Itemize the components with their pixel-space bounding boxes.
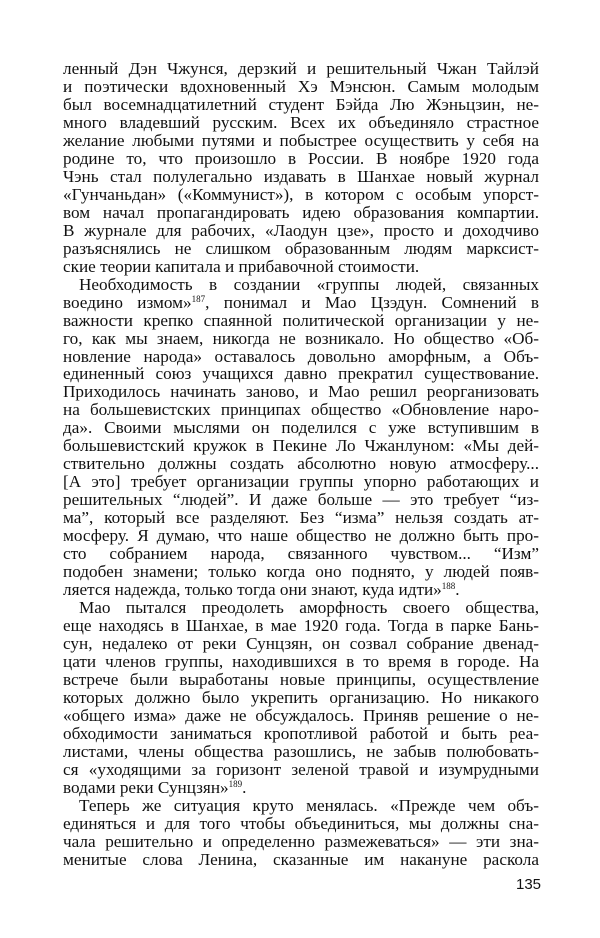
text-line: которых должно было укрепить организацию. Но никакого [63,687,539,707]
text-line: был восемнадцатилетний студент Бэйда Лю Жэньцзин, не- [63,94,539,114]
text-line: единяться и для того чтобы объединиться, мы должны сна- [63,813,539,833]
text-line: мосферу. Я думаю, что наше общество не должно быть про- [63,526,539,546]
text-line: Необходимость в создании «группы людей, связанных [79,274,539,294]
text-line: еще находясь в Шанхае, в мае 1920 года. Тогда в парке Бань- [63,616,539,636]
text-fragment: воедино измом» [63,292,192,312]
text-line: решительных “людей”. И даже больше — это требует “из- [63,490,539,510]
text-line: желание любыми путями и побыстрее осуществить у себя на [63,130,539,150]
text-line: важности крепко спаянной политической организации у не- [63,310,539,330]
text-line: ленный Дэн Чжунся, дерзкий и решительный Чжан Тайлэй [63,59,539,78]
text-line: разъяснялись не слишком образованным людям марксист- [63,238,539,258]
page-number: 135 [516,876,542,893]
footnote-ref-187: 187 [191,293,206,304]
text-line: ские теории капитала и прибавочной стоимости. [63,256,420,276]
text-line: ся «уходящими за горизонт зеленой травой и изумрудными [63,759,539,779]
text-line: В журнале для рабочих, «Лаодун цзе», просто и доходчиво [63,220,539,240]
text-line: единенный союз учащихся давно прекратил существование. [63,364,539,384]
footnote-ref-189: 189 [228,778,243,789]
text-line: Чэнь стал полулегально издавать в Шанхае новый журнал [63,166,539,186]
text-line: «Гунчаньдан» («Коммунист»), в котором с особым упорст- [63,184,539,204]
text-line: [А это] требует организации группы упорно работающих и [63,472,539,492]
text-line: родине то, что произошло в России. В ноябре 1920 года [63,148,539,168]
text-line: много владевший русским. Всех их объединяло страстное [63,112,539,132]
text-fragment: ляется надежда, только тогда они знают, куда идти» [63,580,442,600]
text-line: го, как мы знаем, никогда не возникало. Но общество «Об- [63,328,539,348]
text-line: ма”, который все разделяют. Без “изма” нельзя создать ат- [63,508,539,528]
text-line: большевистский кружок в Пекине Ло Чжанлуном: «Мы дей- [63,436,539,456]
text-line: вом начал пропагандировать идею образования компартии. [63,202,539,222]
text-line: Приходилось начинать заново, и Мао решил реорганизовать [63,382,539,402]
text-line: менитые слова Ленина, сказанные им накануне раскола [63,849,539,869]
text-line: и поэтически вдохновенный Хэ Мэнсюн. Самым молодым [63,76,539,96]
text-line [63,294,539,312]
text-line: листами, члены общества разошлись, не забыв полюбовать- [63,741,539,761]
text-line: чала решительно и определенно размежеваться» — эти зна- [63,831,539,851]
text-line: Мао пытался преодолеть аморфность своего общества, [79,598,539,618]
text-line: да». Своими мыслями он поделился с уже вступившим в [63,418,539,438]
body-text [63,60,539,869]
text-line: сун, недалеко от реки Сунцзян, он созвал собрание двенад- [63,634,539,653]
text-line: ствительно должны создать абсолютно новую атмосферу... [63,454,539,474]
text-line: «общего изма» даже не обсуждалось. Приняв решение о не- [63,705,539,725]
text-fragment: . [455,580,460,600]
text-line: встрече были выработаны новые принципы, осуществление [63,669,539,689]
text-fragment: , понимал и Мао Цзэдун. Сомнений в [205,292,540,312]
text-line [63,581,539,599]
text-line: обходимости заниматься кропотливой работой и быть реа- [63,723,539,743]
text-line: Теперь же ситуация круто менялась. «Прежде чем объ- [79,795,539,815]
text-line: цати членов группы, находившихся в то время в городе. На [63,651,539,671]
text-line: на большевистских принципах общество «Обновление наро- [63,400,539,420]
text-line: новление народа» оставалось довольно аморфным, а Объ- [63,346,539,366]
text-fragment: . [242,777,247,797]
text-line [63,779,539,797]
text-line: подобен знамени; только когда оно поднято, у людей появ- [63,562,539,582]
text-line: сто собранием народа, связанного чувством... “Изм” [63,544,539,564]
footnote-ref-188: 188 [441,581,456,592]
text-fragment: водами реки Сунцзян» [63,777,229,797]
